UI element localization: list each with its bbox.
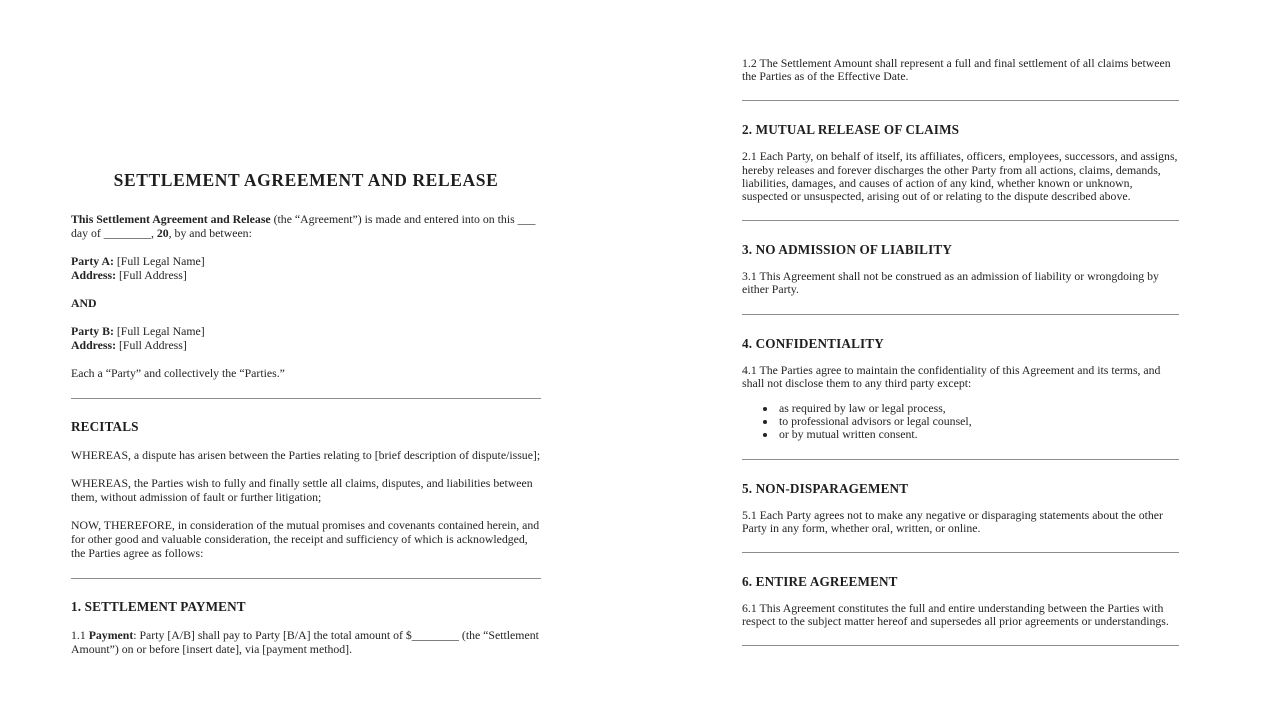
party-a-label: Party A:	[71, 254, 114, 268]
section-4-heading: 4. CONFIDENTIALITY	[742, 335, 884, 351]
section-1-heading: 1. SETTLEMENT PAYMENT	[71, 599, 246, 614]
section-divider	[71, 578, 541, 579]
party-b-value: [Full Legal Name]	[113, 324, 205, 338]
section-5-heading: 5. NON-DISPARAGEMENT	[742, 480, 909, 496]
now-therefore-paragraph: NOW, THEREFORE, in consideration of the mutual promises and covenants contained herein, and for other good and valuable consideration, the receipt and sufficiency of which is acknowledged, the Parties agree as follows:	[71, 518, 540, 560]
section-divider	[742, 645, 1179, 646]
bullet-item: • or by mutual written consent.	[777, 428, 1179, 441]
section-divider	[742, 100, 1179, 101]
document-left-column	[71, 170, 541, 670]
clause-2-1: 2.1 Each Party, on behalf of itself, its affiliates, officers, employees, successors, and assigns, hereby releases and forever discharges the other Party from all actions, claims, demands, liabilities, damages, and causes of action of any kind, whether known or unknown, suspected or unsuspected, arising out of or relating to the dispute described above.	[742, 149, 1178, 204]
section-divider	[742, 459, 1179, 460]
and-separator: AND	[71, 296, 97, 310]
recitals-heading: RECITALS	[71, 419, 139, 434]
clause-3-1: 3.1 This Agreement shall not be construed as an admission of liability or wrongdoing by either Party.	[742, 269, 1159, 297]
confidentiality-exceptions-list	[742, 402, 1179, 442]
intro-rest: (the “Agreement”) is made and entered into on this ___ day of ________,	[71, 212, 536, 240]
clause-1-1-prefix: 1.1	[71, 628, 89, 642]
document-right-column	[742, 57, 1179, 667]
bullet-item: • as required by law or legal process,	[777, 402, 1179, 415]
parties-note: Each a “Party” and collectively the “Parties.”	[71, 366, 285, 380]
party-b-block	[71, 324, 541, 352]
section-divider	[742, 552, 1179, 553]
party-a-block	[71, 254, 541, 282]
section-3-heading: 3. NO ADMISSION OF LIABILITY	[742, 242, 952, 258]
intro-paragraph	[71, 212, 541, 240]
clause-1-2: 1.2 The Settlement Amount shall represent a full and final settlement of all claims between the Parties as of the Effective Date.	[742, 56, 1171, 84]
whereas-paragraph-1: WHEREAS, a dispute has arisen between the Parties relating to [brief description of dispute/issue];	[71, 448, 541, 462]
document-title: SETTLEMENT AGREEMENT AND RELEASE	[113, 170, 499, 190]
section-2-heading: 2. MUTUAL RELEASE OF CLAIMS	[742, 122, 960, 138]
intro-lead-bold: This Settlement Agreement and Release	[71, 212, 271, 226]
intro-tail: , by and between:	[168, 226, 252, 240]
section-divider	[71, 398, 541, 399]
section-6-heading: 6. ENTIRE AGREEMENT	[742, 574, 898, 590]
whereas-paragraph-2: WHEREAS, the Parties wish to fully and finally settle all claims, disputes, and liabilities between them, without admission of fault or further litigation;	[71, 476, 533, 504]
party-a-address-value: [Full Address]	[116, 268, 187, 282]
clause-5-1: 5.1 Each Party agrees not to make any negative or disparaging statements about the other Party in any form, whether oral, written, or online.	[742, 507, 1163, 535]
clause-4-1: 4.1 The Parties agree to maintain the confidentiality of this Agreement and its terms, and shall not disclose them to any third party except:	[742, 362, 1161, 390]
clause-1-1-bold: Payment	[88, 628, 134, 642]
party-a-address-label: Address:	[71, 268, 117, 282]
clause-1-1-text: : Party [A/B] shall pay to Party [B/A] the total amount of $________ (the “Settlement Amount”) on or before [insert date], via [payment method].	[71, 628, 539, 656]
party-b-address-label: Address:	[71, 338, 117, 352]
clause-1-1	[71, 628, 541, 656]
clause-6-1: 6.1 This Agreement constitutes the full and entire understanding between the Parties with respect to the subject matter hereof and supersedes all prior agreements or understandings.	[742, 601, 1169, 629]
party-b-label: Party B:	[71, 324, 114, 338]
party-b-address-value: [Full Address]	[116, 338, 187, 352]
party-a-value: [Full Legal Name]	[113, 254, 205, 268]
section-divider	[742, 220, 1179, 221]
intro-year-bold: 20	[156, 226, 169, 240]
section-divider	[742, 314, 1179, 315]
bullet-item: • to professional advisors or legal counsel,	[777, 415, 1179, 428]
